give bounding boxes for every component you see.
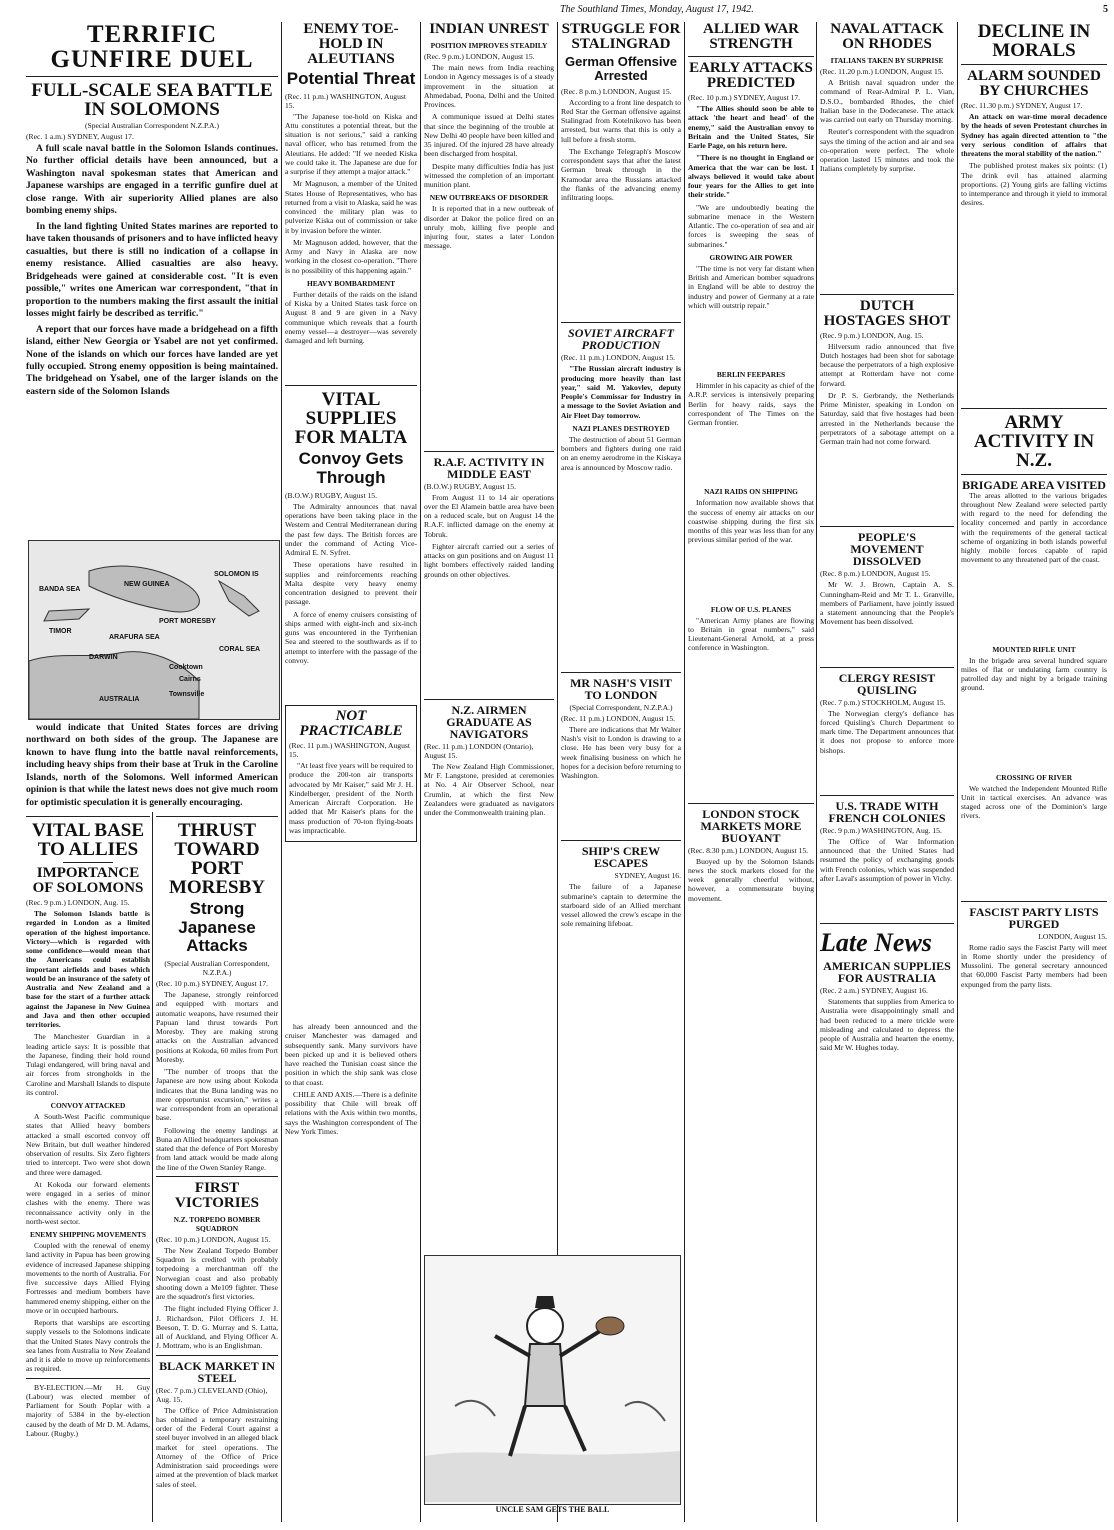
headline-raf: R.A.F. ACTIVITY IN MIDDLE EAST xyxy=(433,454,545,481)
dateline: (Rec. 8 p.m.) LONDON, August 15. xyxy=(820,569,931,579)
headline-us-trade: U.S. TRADE WITH FRENCH COLONIES xyxy=(828,798,946,825)
late-news-banner: Late News xyxy=(820,928,932,957)
by-election-item: BY-ELECTION.—Mr H. Guy (Labour) was elected member of Parliament for South Poplar with a majority of 5384 in the by-election caused by the death of Mr D. M. Adams, Labour. (Rugby.) xyxy=(26,1382,150,1438)
subhead: NEW OUTBREAKS OF DISORDER xyxy=(429,193,549,203)
dateline: (Rec. 11.30 p.m.) SYDNEY, August 17. xyxy=(961,101,1083,110)
headline-india: INDIAN UNREST xyxy=(429,21,549,37)
deck-importance: IMPORTANCE OF SOLOMONS xyxy=(32,865,144,896)
story-paragraph: The Manchester Guardian in a leading article says: It is possible that the Japanese, finding their hold round Tulagi endangered, will bring naval and air forces from strongholds in the Caroline and Marshall Islands to dispute its control. xyxy=(26,1032,150,1097)
headline-peoples-movement: PEOPLE'S MOVEMENT DISSOLVED xyxy=(850,530,924,569)
cartoon-drawing xyxy=(425,1256,680,1502)
dateline: (Rec. 11 p.m.) LONDON (Ontario), August 15. xyxy=(424,741,534,760)
headline-airmen: N.Z. AIRMEN GRADUATE AS NAVIGATORS xyxy=(446,702,532,741)
headline-american-supplies: AMERICAN SUPPLIES FOR AUSTRALIA xyxy=(823,959,951,985)
headline-fascist-party: FASCIST PARTY LISTS PURGED xyxy=(969,904,1099,931)
story-paragraph: The flight included Flying Officer J. J. Richardson, Pilot Officers J. H. Beeson, T. D. G. Murray and S. Latta, all of Auckland, and Flying Officer A. J. Mottram, who is an Englishman. xyxy=(156,1304,278,1351)
dateline: (B.O.W.) RUGBY, August 15. xyxy=(285,490,377,500)
deck-potential-threat: Potential Threat xyxy=(286,69,416,88)
dateline: (Rec. 11.20 p.m.) LONDON, August 15. xyxy=(820,67,944,76)
story-paragraph: "The time is not very far distant when British and American bomber squadrons in England will be able to destroy the industry and power of Germany at a rate which will outstrip repair." xyxy=(688,263,814,310)
story-paragraph: Reports that warships are escorting supply vessels to the Solomons indicate that the United States Navy controls the sea lanes from Australia to New Zealand and it is able to move up reinforcements as required. xyxy=(26,1318,150,1374)
story-paragraph: Coupled with the renewal of enemy land activity in Papua has been growing evidence of increased Japanese shipping movements to the north of Australia. For five successive days Allied Flying Fortresses and medium bombers have hammered enemy shipping, either on the move or in occupied harbours. xyxy=(26,1241,150,1315)
dateline: LONDON, August 15. xyxy=(1038,931,1107,941)
deck-convoy: Convoy Gets Through xyxy=(298,449,404,488)
story-paragraph: The areas allotted to the various brigades throughout New Zealand were selected partly with regard to the need for defending the locality concerned and partly in accordance with the requirements of the general tactical scheme of organizing in both islands powerful highly mobile forces capable of rapid movement to any threatened part of the coast. xyxy=(961,490,1107,565)
story-paragraph: According to a front line despatch to Red Star the German offensive against Stalingrad from Kotelnikovo has been arrested, but warns that this is only a lull before a fresh storm. xyxy=(561,97,681,144)
subhead: FLOW OF U.S. PLANES xyxy=(710,604,792,614)
dateline: SYDNEY, August 16. xyxy=(614,871,681,881)
map-graphic xyxy=(29,541,279,719)
column-2 xyxy=(285,22,417,1522)
subhead: NAZI RAIDS ON SHIPPING xyxy=(704,487,798,497)
deck-position: POSITION IMPROVES STEADILY xyxy=(430,41,548,50)
story-paragraph: CHILE AND AXIS.—There is a definite possibility that Chile will break off relations with the Axis within two months, says the Washington correspondent of The New York Times. xyxy=(285,1089,418,1136)
dateline: (Rec. 11 p.m.) WASHINGTON, August 15. xyxy=(289,741,410,760)
story-paragraph: would indicate that United States forces are driving northward on both sides of the group. The Japanese are known to have flung into the battle naval reinforcements, including heavy ships from their base at Truk in the Caroline Islands, north of the Solomons. Well informed American opinion is that while the latest news does not give much room for optimistic speculation it is generally encouraging. xyxy=(26,722,278,808)
story-paragraph: A communique issued at Delhi states that since the beginning of the trouble at New Delhi 40 people have been killed and 35 injured. Of the injured 28 have already been discharged from hospital. xyxy=(424,112,554,159)
headline-gunfire: TERRIFIC GUNFIRE DUEL xyxy=(50,21,254,73)
column-3 xyxy=(424,22,554,1262)
headline-nash: MR NASH'S VISIT TO LONDON xyxy=(570,675,672,702)
headline-army-activity: ARMY ACTIVITY IN N.Z. xyxy=(973,411,1095,471)
story-paragraph: "We are undoubtedly beating the submarine menace in the Western Atlantic. The co-operation of sea and air forces is sweeping the seas of submarines." xyxy=(688,202,814,249)
map-label: SOLOMON IS xyxy=(214,571,259,578)
headline-stock-markets: LONDON STOCK MARKETS MORE BUOYANT xyxy=(700,806,802,845)
map-label: ARAFURA SEA xyxy=(109,634,160,641)
story-paragraph: The Office of Price Administration has obtained a temporary restraining order of the Federal Court against a steel buyer involved in an alleged black market for steel operations. The Attorney of the Office of Price Administration said proceedings were aimed at the prevention of black market sales of steel. xyxy=(156,1405,278,1489)
masthead xyxy=(560,4,1108,15)
map-label: Cooktown xyxy=(169,664,203,671)
story-paragraph: Mr Magnuson added, however, that the Army and Navy in Alaska are now working in the closest co-operation. "There is no possibility of this happening again." xyxy=(285,237,417,275)
story-paragraph: "The Russian aircraft industry is producing more heavily than last year," said M. Yakovlev, deputy People's Commissar for Industry in a message to the Soviet Aviation and Air Fleet Day tomorrow. xyxy=(561,364,681,420)
story-paragraph: From August 11 to 14 air operations over the El Alamein battle area have been on a reduced scale, but on August 14 the R.A.F. inflicted damage on the enemy at Tobruk. xyxy=(424,492,554,539)
story-paragraph: Buoyed up by the Solomon Islands news the stock markets closed for the week generally cheerful without, however, a commensurate buying movement. xyxy=(688,856,814,903)
column-7 xyxy=(961,22,1107,1522)
column-4 xyxy=(561,22,681,1262)
deck-japanese-attacks: Strong Japanese Attacks xyxy=(178,899,256,956)
story-paragraph: The main news from India reaching London in Agency messages is of a steady improvement in the situation at Ahmedabad, Poona, Delhi and the United Provinces. xyxy=(424,63,554,109)
story-paragraph: has already been announced and the cruiser Manchester was damaged and subsequently sank. Many survivors have been picked up and it is believed others have reached the Tunisian coast since the position in which the ship sank was close to that coast. xyxy=(285,1022,417,1087)
column-rule xyxy=(152,812,153,1522)
headline-malta: VITAL SUPPLIES FOR MALTA xyxy=(294,389,408,449)
story-paragraph: Despite many difficulties India has just witnessed the completion of an important munition plant. xyxy=(424,161,554,189)
headline-aleutians: ENEMY TOE-HOLD IN ALEUTIANS xyxy=(303,21,399,67)
story-paragraph: At Kokoda our forward elements were engaged in a series of minor clashes with the enemy. There was reconnaissance activity only in the north-west sector. xyxy=(26,1179,150,1226)
story-paragraph: The Japanese, strongly reinforced and equipped with mortars and automatic weapons, have resumed their Papuan land thrust towards Port Moresby. They are making strong attacks on the Australian advanced positions at Kokoda, 60 miles from Port Moresby. xyxy=(156,990,278,1064)
story-paragraph: Statements that supplies from America to Australia were disappointingly small and had been reduced to a mere trickle were misleading and calculated to depress the people of Australia and hearten the enemy, said Mr W. Hughes today. xyxy=(820,997,954,1053)
dateline: (Rec. 7 p.m.) CLEVELAND (Ohio), Aug. 15. xyxy=(156,1385,268,1404)
headline-dutch: DUTCH HOSTAGES SHOT xyxy=(823,297,951,329)
cartoon-image xyxy=(424,1255,681,1505)
story-paragraph: The failure of a Japanese submarine's captain to determine the starboard side of an Allied merchant vessel allowed the crew's escape in the sole remaining lifeboat. xyxy=(561,882,681,929)
column-rule xyxy=(684,22,685,1522)
story-paragraph: Following the enemy landings at Buna an Allied headquarters spokesman stated that the defence of Port Moresby from land attack would be made along the line of the Owen Stanley Range. xyxy=(156,1125,278,1172)
page-number: 5 xyxy=(1103,4,1108,15)
story-paragraph: In the land fighting United States marines are reported to have taken thousands of prisoners and to have inflicted heavy casualties, but there is still no indication of a collapse in enemy resistance. Allied casualties are also heavy. Bridgeheads were gained at considerable cost. "It is even possible," writes one American war correspondent, "that in proportion to the numbers making the first assault the initial losses might fairly be described as terrific." xyxy=(26,220,278,320)
subhead: CONVOY ATTACKED xyxy=(50,1101,126,1110)
story-paragraph: The Admiralty announces that naval operations have been taking place in the Western and Central Mediterranean during the past few days. The British forces are under the command of Acting Vice-Admiral E. N. Syfret. xyxy=(285,501,417,558)
story-paragraph: Hilversum radio announced that five Dutch hostages had been shot for sabotage because the perpetrators of a high explosive attempt at Rotterdam have not come forward. xyxy=(820,341,954,388)
story-paragraph: "At least five years will be required to produce the 200-ton air transports advocated by Mr Kaiser," said Mr J. H. Kindelberger, president of the North American Aircraft Corporation. He added that Mr Kaiser's plans for the mass production of 70-ton flying-boats was impracticable. xyxy=(289,761,413,835)
headline-first-victories: FIRST VICTORIES xyxy=(175,1179,259,1211)
story-paragraph: The published protest makes six points: (1) The drink evil has attained alarming proportions. (2) Young girls are falling victims to intemperance and through it yield to immoral desires. xyxy=(961,161,1107,208)
story-paragraph: The New Zealand Torpedo Bomber Squadron is credited with probably torpedoing a merchantman off the Norwegian coast and also probably shooting down a Me109 fighter. These are the squadron's first victories. xyxy=(156,1245,278,1302)
map-label: Townsville xyxy=(169,691,205,698)
story-paragraph: Rome radio says the Fascist Party will meet in Rome shortly under the presidency of Mussolini. The general secretary announced that 60,000 Fascist Party members had been expunged from the party lists. xyxy=(961,942,1107,989)
headline-not-practicable: NOT PRACTICABLE xyxy=(299,708,403,740)
story-paragraph: A South-West Pacific communique states that Allied heavy bombers attacked a small escorted convoy off New Britain, but dull weather hindered observation of results. Six Zero fighters tried to intercept. Two were shot down and three were damaged. xyxy=(26,1112,150,1177)
deck-torpedo-squadron: N.Z. TORPEDO BOMBER SQUADRON xyxy=(173,1214,261,1233)
dateline: (Rec. 8 p.m.) LONDON, August 15. xyxy=(561,86,672,96)
subhead: MOUNTED RIFLE UNIT xyxy=(992,644,1076,654)
story-paragraph: Fighter aircraft carried out a series of attacks on gun positions and on August 11 light bombers effectively raided landing grounds on other objectives. xyxy=(424,541,554,579)
subhead: HEAVY BOMBARDMENT xyxy=(306,278,396,288)
headline-rhodes: NAVAL ATTACK ON RHODES xyxy=(830,21,944,52)
map-label: DARWIN xyxy=(89,654,118,661)
dateline: (Rec. 8.30 p.m.) LONDON, August 15. xyxy=(688,845,809,855)
story-paragraph: There are indications that Mr Walter Nash's visit to London is drawing to a close. He has been very busy for a week finalising business on which he hopes for a decision before returning to Washington. xyxy=(561,724,681,781)
story-paragraph: These operations have resulted in supplies and reinforcements reaching Malta despite very heavy enemy concentration designed to prevent their passage. xyxy=(285,560,417,607)
vital-base-column xyxy=(26,812,150,1522)
map-label: BANDA SEA xyxy=(39,586,81,593)
subhead: BERLIN FEEPARES xyxy=(716,370,786,379)
column-rule xyxy=(816,22,817,1522)
gunfire-continued xyxy=(26,722,278,808)
dateline: (B.O.W.) RUGBY, August 15. xyxy=(424,481,516,491)
story-paragraph: Reuter's correspondent with the squadron says the timing of the action and air and sea co-operation were perfect. The whole operation lasted 15 minutes and took the Italians completely by surprise. xyxy=(820,127,954,174)
column-5 xyxy=(688,22,814,1522)
story-paragraph: "There is no thought in England or America that the war can be lost. I always believed it would take about four years for the Allies to get into their stride." xyxy=(688,153,814,200)
headline-clergy: CLERGY RESIST QUISLING xyxy=(838,670,936,697)
headline-decline-morals: DECLINE IN MORALS xyxy=(977,21,1091,61)
story-paragraph: The destruction of about 51 German bombers and fighters during one raid on an enemy aerodrome in the Kiskaya area is announced by Moscow radio. xyxy=(561,434,681,472)
story-paragraph: The Exchange Telegraph's Moscow correspondent says that after the latest German break through in the Kramodar area the Russians attacked the flanks of the advancing enemy infiltrating loops. xyxy=(561,146,681,203)
headline-ships-crew: SHIP'S CREW ESCAPES xyxy=(581,844,661,871)
story-paragraph: We watched the Independent Mounted Rifle Unit in tactical exercises. An advance was staged across one of the Dominion's large rivers. xyxy=(961,783,1107,821)
headline-vital-base: VITAL BASE TO ALLIES xyxy=(31,820,145,860)
practicable-box xyxy=(285,705,417,842)
headline-black-market: BLACK MARKET IN STEEL xyxy=(159,1358,275,1385)
story-paragraph: Dr P. S. Gerbrandy, the Netherlands Prime Minister, speaking in London on Saturday, said that five hostages had been arrested in the Netherlands because the perpetrators of a sabotage attempt on a German train had not come forward. xyxy=(820,390,954,446)
dateline: (Rec. 2 a.m.) SYDNEY, August 16. xyxy=(820,986,928,995)
story-paragraph: Mr W. J. Brown, Captain A. S. Cunningham-Reid and Mr T. L. Granville, members of Parliament, have jointly issued a statement announcing that the People's Movement has been dissolved. xyxy=(820,580,954,627)
deck-brigade-area: BRIGADE AREA VISITED xyxy=(962,477,1106,492)
dateline: (Rec. 9 p.m.) LONDON, Aug. 15. xyxy=(26,898,130,907)
map-label: Cairns xyxy=(179,676,201,683)
dateline: (Rec. 10 p.m.) SYDNEY, August 17. xyxy=(156,979,269,989)
deck-italians-surprise: ITALIANS TAKEN BY SURPRISE xyxy=(830,56,944,65)
map-label: NEW GUINEA xyxy=(124,581,170,588)
dateline: (Rec. 11 p.m.) WASHINGTON, August 15. xyxy=(285,91,406,110)
deck-offensive-arrested: German Offensive Arrested xyxy=(565,54,677,84)
subhead: NAZI PLANES DESTROYED xyxy=(572,423,670,433)
dateline: (Rec. 11 p.m.) LONDON, August 15. xyxy=(561,713,676,723)
subhead: CROSSING OF RIVER xyxy=(995,772,1073,782)
story-paragraph: It is reported that in a new outbreak of disorder at Dakor the police fired on an unruly mob, killing five people and injuring four, states a later London message. xyxy=(424,204,554,251)
column-rule xyxy=(957,22,958,1522)
story-paragraph: "American Army planes are flowing to Britain in great numbers," said Lieutenant-General Arnold, at a press conference in Washington. xyxy=(688,615,814,653)
deck-early-attacks: EARLY ATTACKS PREDICTED xyxy=(689,60,813,91)
story-paragraph: Further details of the raids on the island of Kiska by a United States task force on August 8 and 9 are given in a Navy communique which reveals that a fourth enemy vessel—a destroyer—was severely damaged and left burning. xyxy=(285,289,417,346)
story-paragraph: Information now available shows that the success of enemy air attacks on our coastwise shipping during the first six months of this year was less than for any previous similar period of the war. xyxy=(688,498,814,545)
story-paragraph: The Solomon Islands battle is regarded in London as a limited operation of the highest importance. Victory—which is regarded with some confidence—would mean that the Americans could establish important airfields and bases which would be an insurance of the safety of Australia and New Zealand and a base for the start of a further attack against the Japanese in New Guinea and Java and then other occupied territories. xyxy=(26,909,150,1029)
dateline: (Rec. 10 p.m.) SYDNEY, August 17. xyxy=(688,93,801,102)
subhead: ENEMY SHIPPING MOVEMENTS xyxy=(30,1230,146,1239)
map-label: TIMOR xyxy=(49,628,72,635)
dateline: (Rec. 11 p.m.) LONDON, August 15. xyxy=(561,353,676,363)
story-paragraph: An attack on war-time moral decadence by the heads of seven Protestant churches in Sydney has again directed attention to "the very serious condition of affairs that threatens the moral stability of the nation." xyxy=(961,112,1107,158)
deck-sea-battle: FULL-SCALE SEA BATTLE IN SOLOMONS xyxy=(31,80,273,120)
story-paragraph: The Office of War Information announced that the United States had resumed the policy of exchanging goods with French colonies, which was suspended after Laval's assumption of power in Vichy. xyxy=(820,836,954,883)
story-paragraph: "The Japanese toe-hold on Kiska and Attu constitutes a potential threat, but the situation is not serious," said a ranking naval officer, who has returned from the Aleutians. He added: "If we needed Kiska we could take it. The Japanese are due for a surprise if they attempt a major attack." xyxy=(285,111,417,177)
story-paragraph: A force of enemy cruisers consisting of ships armed with eight-inch and six-inch guns was encountered in the Tyrrhenian Sea and steered to the southwards as if to attempt to interfere with the passage of the convoy. xyxy=(285,609,417,665)
story-paragraph: "The number of troops that the Japanese are now using about Kokoda indicates that the Buna landing was no mere opportunist excursion," writes a war correspondent from an operational base. xyxy=(156,1067,278,1123)
story-paragraph: The Norwegian clergy's defiance has forced Quisling's Church Department to mark time. The Department announces that it does not propose to enforce more bishops. xyxy=(820,708,954,755)
map-label: AUSTRALIA xyxy=(99,696,140,703)
column-rule xyxy=(420,22,421,1522)
credit-line: (Special Australian Correspondent N.Z.P.A.) xyxy=(85,121,219,130)
dateline: (Rec. 7 p.m.) STOCKHOLM, August 15. xyxy=(820,697,946,707)
dateline: (Rec. 1 a.m.) SYDNEY, August 17. xyxy=(26,132,134,141)
map-label: PORT MORESBY xyxy=(159,618,216,625)
deck-alarm-churches: ALARM SOUNDED BY CHURCHES xyxy=(967,68,1101,99)
credit-line: (Special Correspondent, N.Z.P.A.) xyxy=(569,702,673,712)
story-paragraph: A British naval squadron under the command of Rear-Admiral P. L. Vian, D.S.O., bombarded Rhodes, the chief Italian base in the Dodecanese. The attack was carried out early on Thursday morning. xyxy=(820,78,954,124)
dateline: (Rec. 9 p.m.) WASHINGTON, Aug. 15. xyxy=(820,825,942,835)
story-paragraph: Himmler in his capacity as chief of the A.R.P. services is intensively preparing Berlin for heavy raids, says the correspondent of The Times on the German frontier. xyxy=(688,381,814,427)
story-paragraph: The New Zealand High Commissioner, Mr F. Langstone, presided at ceremonies at No. 4 Air Observer School, near Crumlin, at which the first New Zealanders were graduated as navigators under the Commonwealth training plan. xyxy=(424,761,554,817)
headline-moresby: THRUST TOWARD PORT MORESBY xyxy=(168,820,266,898)
subhead: GROWING AIR POWER xyxy=(709,252,793,262)
dateline: (Rec. 9 p.m.) LONDON, August 15. xyxy=(424,52,535,61)
masthead-paper: The Southland Times, Monday, August 17, 1942. xyxy=(560,4,754,15)
dateline: (Rec. 10 p.m.) LONDON, August 15. xyxy=(156,1234,271,1244)
headline-soviet-aircraft: SOVIET AIRCRAFT PRODUCTION xyxy=(568,326,674,353)
cartoon-block xyxy=(424,1255,681,1523)
story-paragraph: "The Allies should soon be able to attack 'the heart and head' of the enemy," said the Australian envoy to Britain and the United States, Sir Earle Page, on his return here. xyxy=(688,104,814,150)
story-paragraph: A full scale naval battle in the Solomon Islands continues. No further official details have been announced, but a Washington naval spokesman states that American and Japanese warships are engaged in a terrific gunfire duel at close range. With air superiority Allied planes are also bombing enemy ships. xyxy=(26,143,278,217)
headline-stalingrad: STRUGGLE FOR STALINGRAD xyxy=(561,21,681,52)
moresby-column xyxy=(156,812,278,1522)
solomons-map xyxy=(28,540,280,720)
credit-line: (Special Australian Correspondent, N.Z.P.A.) xyxy=(164,959,270,978)
column-6 xyxy=(820,22,954,1522)
story-paragraph: A report that our forces have made a bridgehead on a fifth island, either New Georgia or Ysabel are not yet confirmed. None of the islands on which our forces have landed are yet fully occupied. Strong enemy opposition is being maintained. The bridgehead on Ysabel, one of the larger islands on the eastern side of the Solomon Islands xyxy=(26,323,278,397)
story-paragraph: Mr Magnuson, a member of the United States House of Representatives, who has returned from a visit to Alaska, said he was convinced the military plan was to pulverize Kiska out of commission or take it by invasion before the winter. xyxy=(285,179,417,235)
dateline: (Rec. 9 p.m.) LONDON, Aug. 15. xyxy=(820,330,924,340)
cartoon-caption: UNCLE SAM GETS THE BALL xyxy=(495,1505,610,1514)
map-label: CORAL SEA xyxy=(219,646,261,653)
column-rule xyxy=(281,22,282,1522)
story-paragraph: In the brigade area several hundred square miles of flat or undulating farm country is patrolled day and night by a brigade training ground. xyxy=(961,655,1107,693)
headline-allied: ALLIED WAR STRENGTH xyxy=(703,21,799,52)
